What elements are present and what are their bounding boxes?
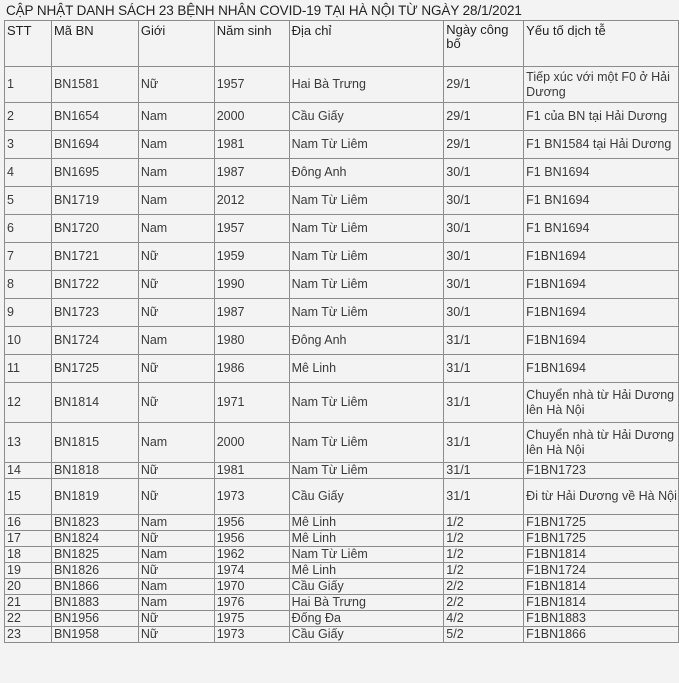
cell-nam-sinh: 1970 xyxy=(214,579,289,595)
cell-stt: 10 xyxy=(5,327,52,355)
cell-ma-bn: BN1815 xyxy=(51,423,138,463)
cell-gioi: Nam xyxy=(138,423,214,463)
cell-gioi: Nam xyxy=(138,159,214,187)
cell-nam-sinh: 1956 xyxy=(214,515,289,531)
cell-nam-sinh: 2000 xyxy=(214,103,289,131)
cell-yeu-to-dich-te: Đi từ Hải Dương về Hà Nội xyxy=(524,479,679,515)
header-nam-sinh: Năm sinh xyxy=(214,21,289,67)
cell-ma-bn: BN1826 xyxy=(51,563,138,579)
cell-gioi: Nữ xyxy=(138,479,214,515)
table-row xyxy=(5,463,679,479)
cell-yeu-to-dich-te: F1BN1694 xyxy=(524,299,679,327)
cell-gioi: Nữ xyxy=(138,67,214,103)
cell-dia-chi: Cầu Giấy xyxy=(289,579,444,595)
cell-ngay-cong-bo: 30/1 xyxy=(444,299,524,327)
cell-gioi: Nữ xyxy=(138,611,214,627)
cell-stt: 23 xyxy=(5,627,52,643)
cell-ma-bn: BN1825 xyxy=(51,547,138,563)
cell-yeu-to-dich-te: F1BN1866 xyxy=(524,627,679,643)
cell-ma-bn: BN1814 xyxy=(51,383,138,423)
cell-nam-sinh: 1956 xyxy=(214,531,289,547)
cell-yeu-to-dich-te: F1BN1883 xyxy=(524,611,679,627)
cell-gioi: Nữ xyxy=(138,299,214,327)
cell-nam-sinh: 1974 xyxy=(214,563,289,579)
cell-ngay-cong-bo: 1/2 xyxy=(444,515,524,531)
table-row xyxy=(5,159,679,187)
table-row xyxy=(5,355,679,383)
cell-nam-sinh: 2000 xyxy=(214,423,289,463)
table-row xyxy=(5,611,679,627)
cell-ma-bn: BN1694 xyxy=(51,131,138,159)
table-header-row xyxy=(5,21,679,67)
cell-nam-sinh: 2012 xyxy=(214,187,289,215)
cell-dia-chi: Nam Từ Liêm xyxy=(289,383,444,423)
cell-ma-bn: BN1823 xyxy=(51,515,138,531)
cell-nam-sinh: 1987 xyxy=(214,299,289,327)
cell-ngay-cong-bo: 31/1 xyxy=(444,423,524,463)
patient-table xyxy=(4,20,679,643)
cell-dia-chi: Cầu Giấy xyxy=(289,103,444,131)
table-row xyxy=(5,187,679,215)
cell-ma-bn: BN1721 xyxy=(51,243,138,271)
cell-nam-sinh: 1980 xyxy=(214,327,289,355)
cell-stt: 8 xyxy=(5,271,52,299)
cell-stt: 15 xyxy=(5,479,52,515)
cell-ma-bn: BN1722 xyxy=(51,271,138,299)
cell-ngay-cong-bo: 31/1 xyxy=(444,479,524,515)
cell-dia-chi: Nam Từ Liêm xyxy=(289,423,444,463)
cell-gioi: Nữ xyxy=(138,243,214,271)
cell-gioi: Nữ xyxy=(138,271,214,299)
cell-nam-sinh: 1990 xyxy=(214,271,289,299)
cell-dia-chi: Đông Anh xyxy=(289,327,444,355)
cell-stt: 2 xyxy=(5,103,52,131)
cell-ngay-cong-bo: 29/1 xyxy=(444,131,524,159)
cell-ma-bn: BN1956 xyxy=(51,611,138,627)
cell-nam-sinh: 1959 xyxy=(214,243,289,271)
table-row xyxy=(5,243,679,271)
table-row xyxy=(5,627,679,643)
table-row xyxy=(5,563,679,579)
cell-nam-sinh: 1986 xyxy=(214,355,289,383)
cell-gioi: Nam xyxy=(138,131,214,159)
cell-stt: 17 xyxy=(5,531,52,547)
cell-stt: 5 xyxy=(5,187,52,215)
cell-stt: 19 xyxy=(5,563,52,579)
cell-dia-chi: Cầu Giấy xyxy=(289,627,444,643)
cell-gioi: Nam xyxy=(138,103,214,131)
cell-yeu-to-dich-te: F1BN1814 xyxy=(524,547,679,563)
cell-ngay-cong-bo: 2/2 xyxy=(444,579,524,595)
cell-nam-sinh: 1987 xyxy=(214,159,289,187)
cell-ma-bn: BN1725 xyxy=(51,355,138,383)
cell-yeu-to-dich-te: F1BN1724 xyxy=(524,563,679,579)
cell-nam-sinh: 1962 xyxy=(214,547,289,563)
cell-nam-sinh: 1981 xyxy=(214,131,289,159)
cell-dia-chi: Hai Bà Trưng xyxy=(289,595,444,611)
cell-ma-bn: BN1654 xyxy=(51,103,138,131)
cell-yeu-to-dich-te: F1 BN1694 xyxy=(524,187,679,215)
cell-yeu-to-dich-te: F1 BN1694 xyxy=(524,159,679,187)
table-row xyxy=(5,479,679,515)
cell-ngay-cong-bo: 31/1 xyxy=(444,327,524,355)
cell-gioi: Nam xyxy=(138,215,214,243)
cell-stt: 3 xyxy=(5,131,52,159)
table-row xyxy=(5,595,679,611)
cell-yeu-to-dich-te: F1BN1694 xyxy=(524,271,679,299)
cell-ngay-cong-bo: 30/1 xyxy=(444,159,524,187)
cell-gioi: Nam xyxy=(138,579,214,595)
cell-stt: 6 xyxy=(5,215,52,243)
cell-ngay-cong-bo: 2/2 xyxy=(444,595,524,611)
table-row xyxy=(5,579,679,595)
cell-yeu-to-dich-te: Chuyển nhà từ Hải Dương lên Hà Nội xyxy=(524,383,679,423)
table-row xyxy=(5,423,679,463)
cell-dia-chi: Mê Linh xyxy=(289,515,444,531)
cell-yeu-to-dich-te: Tiếp xúc với một F0 ở Hải Dương xyxy=(524,67,679,103)
cell-yeu-to-dich-te: F1BN1725 xyxy=(524,531,679,547)
cell-gioi: Nam xyxy=(138,515,214,531)
cell-nam-sinh: 1981 xyxy=(214,463,289,479)
cell-stt: 18 xyxy=(5,547,52,563)
cell-gioi: Nữ xyxy=(138,531,214,547)
table-row xyxy=(5,327,679,355)
cell-gioi: Nam xyxy=(138,187,214,215)
cell-ngay-cong-bo: 31/1 xyxy=(444,383,524,423)
cell-ngay-cong-bo: 31/1 xyxy=(444,355,524,383)
cell-ngay-cong-bo: 29/1 xyxy=(444,103,524,131)
cell-ngay-cong-bo: 1/2 xyxy=(444,531,524,547)
cell-stt: 21 xyxy=(5,595,52,611)
header-stt: STT xyxy=(5,21,52,67)
cell-yeu-to-dich-te: F1BN1694 xyxy=(524,243,679,271)
cell-ngay-cong-bo: 30/1 xyxy=(444,243,524,271)
cell-nam-sinh: 1976 xyxy=(214,595,289,611)
cell-yeu-to-dich-te: F1BN1694 xyxy=(524,327,679,355)
cell-stt: 9 xyxy=(5,299,52,327)
cell-stt: 16 xyxy=(5,515,52,531)
cell-ma-bn: BN1818 xyxy=(51,463,138,479)
table-row xyxy=(5,531,679,547)
cell-ngay-cong-bo: 30/1 xyxy=(444,271,524,299)
cell-gioi: Nam xyxy=(138,327,214,355)
table-row xyxy=(5,67,679,103)
cell-dia-chi: Cầu Giấy xyxy=(289,479,444,515)
cell-ma-bn: BN1819 xyxy=(51,479,138,515)
table-row xyxy=(5,383,679,423)
cell-nam-sinh: 1957 xyxy=(214,67,289,103)
table-row xyxy=(5,271,679,299)
cell-ngay-cong-bo: 31/1 xyxy=(444,463,524,479)
cell-nam-sinh: 1957 xyxy=(214,215,289,243)
cell-ngay-cong-bo: 1/2 xyxy=(444,563,524,579)
cell-dia-chi: Nam Từ Liêm xyxy=(289,131,444,159)
cell-ma-bn: BN1695 xyxy=(51,159,138,187)
cell-yeu-to-dich-te: F1BN1694 xyxy=(524,355,679,383)
cell-dia-chi: Nam Từ Liêm xyxy=(289,299,444,327)
table-body xyxy=(5,67,679,643)
cell-ma-bn: BN1866 xyxy=(51,579,138,595)
table-row xyxy=(5,215,679,243)
cell-stt: 7 xyxy=(5,243,52,271)
cell-ma-bn: BN1720 xyxy=(51,215,138,243)
cell-dia-chi: Mê Linh xyxy=(289,355,444,383)
cell-dia-chi: Mê Linh xyxy=(289,563,444,579)
cell-yeu-to-dich-te: F1BN1725 xyxy=(524,515,679,531)
cell-gioi: Nữ xyxy=(138,355,214,383)
cell-ngay-cong-bo: 30/1 xyxy=(444,215,524,243)
cell-ma-bn: BN1723 xyxy=(51,299,138,327)
cell-stt: 11 xyxy=(5,355,52,383)
cell-ma-bn: BN1724 xyxy=(51,327,138,355)
header-ngay-cong-bo: Ngày công bố xyxy=(444,21,524,67)
cell-dia-chi: Nam Từ Liêm xyxy=(289,187,444,215)
cell-yeu-to-dich-te: F1BN1814 xyxy=(524,579,679,595)
cell-ma-bn: BN1719 xyxy=(51,187,138,215)
cell-stt: 12 xyxy=(5,383,52,423)
cell-yeu-to-dich-te: F1 BN1584 tại Hải Dương xyxy=(524,131,679,159)
cell-dia-chi: Hai Bà Trưng xyxy=(289,67,444,103)
header-gioi: Giới xyxy=(138,21,214,67)
cell-yeu-to-dich-te: F1 của BN tại Hải Dương xyxy=(524,103,679,131)
cell-ma-bn: BN1958 xyxy=(51,627,138,643)
cell-yeu-to-dich-te: F1 BN1694 xyxy=(524,215,679,243)
cell-dia-chi: Nam Từ Liêm xyxy=(289,243,444,271)
cell-dia-chi: Đống Đa xyxy=(289,611,444,627)
cell-ngay-cong-bo: 4/2 xyxy=(444,611,524,627)
cell-yeu-to-dich-te: Chuyển nhà từ Hải Dương lên Hà Nội xyxy=(524,423,679,463)
cell-stt: 1 xyxy=(5,67,52,103)
cell-dia-chi: Nam Từ Liêm xyxy=(289,271,444,299)
cell-nam-sinh: 1975 xyxy=(214,611,289,627)
cell-nam-sinh: 1973 xyxy=(214,479,289,515)
table-row xyxy=(5,547,679,563)
cell-stt: 22 xyxy=(5,611,52,627)
cell-dia-chi: Nam Từ Liêm xyxy=(289,215,444,243)
cell-yeu-to-dich-te: F1BN1814 xyxy=(524,595,679,611)
cell-ngay-cong-bo: 30/1 xyxy=(444,187,524,215)
header-ma-bn: Mã BN xyxy=(51,21,138,67)
cell-nam-sinh: 1973 xyxy=(214,627,289,643)
cell-gioi: Nữ xyxy=(138,383,214,423)
cell-dia-chi: Nam Từ Liêm xyxy=(289,463,444,479)
cell-stt: 13 xyxy=(5,423,52,463)
cell-stt: 4 xyxy=(5,159,52,187)
cell-gioi: Nữ xyxy=(138,627,214,643)
cell-gioi: Nam xyxy=(138,595,214,611)
cell-gioi: Nữ xyxy=(138,463,214,479)
table-row xyxy=(5,299,679,327)
page-title: CẬP NHẬT DANH SÁCH 23 BỆNH NHÂN COVID-19 TẠI HÀ NỘI TỪ NGÀY 28/1/2021 xyxy=(6,3,522,18)
cell-stt: 14 xyxy=(5,463,52,479)
cell-yeu-to-dich-te: F1BN1723 xyxy=(524,463,679,479)
header-yeu-to-dich-te: Yếu tố dịch tễ xyxy=(524,21,679,67)
table-row xyxy=(5,515,679,531)
table-row xyxy=(5,131,679,159)
cell-ma-bn: BN1581 xyxy=(51,67,138,103)
cell-stt: 20 xyxy=(5,579,52,595)
cell-dia-chi: Mê Linh xyxy=(289,531,444,547)
cell-ngay-cong-bo: 1/2 xyxy=(444,547,524,563)
cell-dia-chi: Nam Từ Liêm xyxy=(289,547,444,563)
cell-nam-sinh: 1971 xyxy=(214,383,289,423)
cell-ma-bn: BN1883 xyxy=(51,595,138,611)
cell-gioi: Nữ xyxy=(138,563,214,579)
header-dia-chi: Địa chỉ xyxy=(289,21,444,67)
cell-ngay-cong-bo: 29/1 xyxy=(444,67,524,103)
cell-ngay-cong-bo: 5/2 xyxy=(444,627,524,643)
table-row xyxy=(5,103,679,131)
cell-ma-bn: BN1824 xyxy=(51,531,138,547)
cell-dia-chi: Đông Anh xyxy=(289,159,444,187)
cell-gioi: Nam xyxy=(138,547,214,563)
